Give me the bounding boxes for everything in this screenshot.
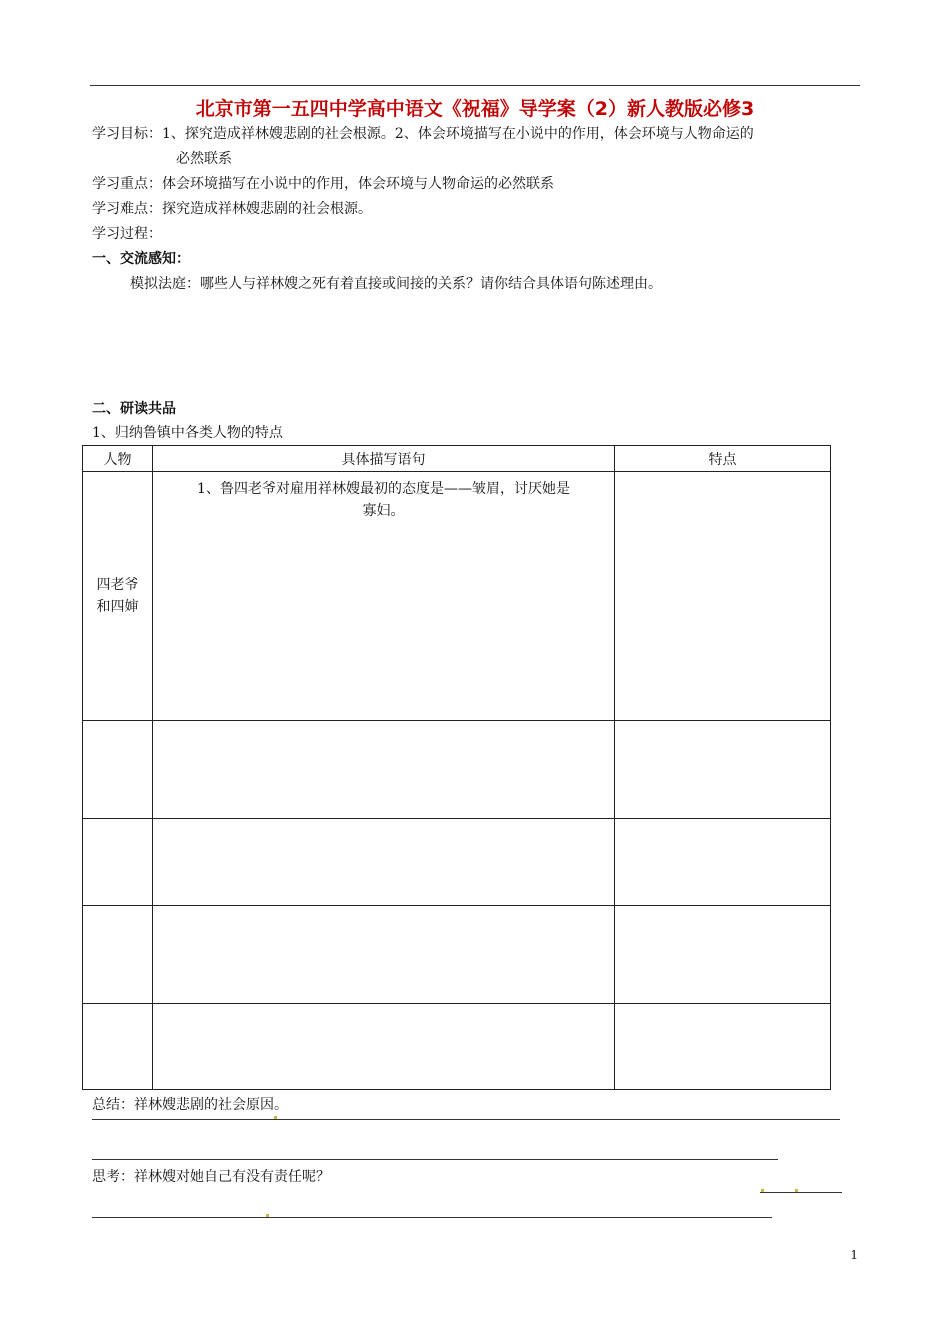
table-header-row [83,446,831,472]
section2-heading: 二、研读共品 [92,401,176,417]
marker-dot [795,1189,798,1192]
marker-dot [761,1189,764,1192]
section1-prompt: 模拟法庭：哪些人与祥林嫂之死有着直接或间接的关系？请你结合具体语句陈述理由。 [130,276,662,292]
row1-character-line1: 四老爷 [96,577,139,593]
table-row [83,721,831,819]
row1-character-line2: 和四婶 [96,599,139,615]
document-title: 北京市第一五四中学高中语文《祝福》导学案（2）新人教版必修3 [195,98,755,120]
section1-heading: 一、交流感知： [92,251,190,267]
row5-traits[interactable] [615,1004,831,1090]
row1-description-line2: 寡妇。 [362,503,405,519]
section2-task: 1、归纳鲁镇中各类人物的特点 [92,425,283,441]
summary-prompt: 总结：祥林嫂悲剧的社会原因。 [92,1097,288,1113]
row1-description[interactable] [153,472,615,721]
row3-description[interactable] [153,819,615,906]
row3-traits[interactable] [615,819,831,906]
objectives-line-1: 学习目标：1、探究造成祥林嫂悲剧的社会根源。2、体会环境描写在小说中的作用，体会环境与人物命运的 [92,126,754,142]
marker-dot [266,1214,269,1217]
page-number: 1 [850,1248,858,1262]
table-row [83,1004,831,1090]
difficulty: 学习难点：探究造成祥林嫂悲剧的社会根源。 [92,201,372,217]
row1-character [83,472,153,721]
row5-description[interactable] [153,1004,615,1090]
header-description: 具体描写语句 [153,446,615,472]
objectives-line-2: 必然联系 [176,151,232,167]
answer-line-1[interactable] [92,1119,840,1120]
header-character: 人物 [83,446,153,472]
top-rule [90,85,860,86]
row1-description-line1: 1、鲁四老爷对雇用祥林嫂最初的态度是——皱眉，讨厌她是 [197,481,570,497]
row4-traits[interactable] [615,906,831,1004]
thinking-prompt: 思考：祥林嫂对她自己有没有责任呢？ [92,1169,330,1185]
header-traits: 特点 [615,446,831,472]
answer-line-4[interactable] [92,1217,772,1218]
key-points: 学习重点：体会环境描写在小说中的作用，体会环境与人物命运的必然联系 [92,176,554,192]
answer-line-2[interactable] [92,1159,778,1160]
row2-traits[interactable] [615,721,831,819]
row2-description[interactable] [153,721,615,819]
table-row [83,472,831,721]
answer-line-3[interactable] [760,1192,842,1193]
row4-character[interactable] [83,906,153,1004]
table-row [83,819,831,906]
row5-character[interactable] [83,1004,153,1090]
row2-character[interactable] [83,721,153,819]
marker-dot [274,1116,277,1119]
row3-character[interactable] [83,819,153,906]
row1-traits[interactable] [615,472,831,721]
row4-description[interactable] [153,906,615,1004]
character-table [82,445,831,1090]
table-row [83,906,831,1004]
process-label: 学习过程： [92,226,162,242]
